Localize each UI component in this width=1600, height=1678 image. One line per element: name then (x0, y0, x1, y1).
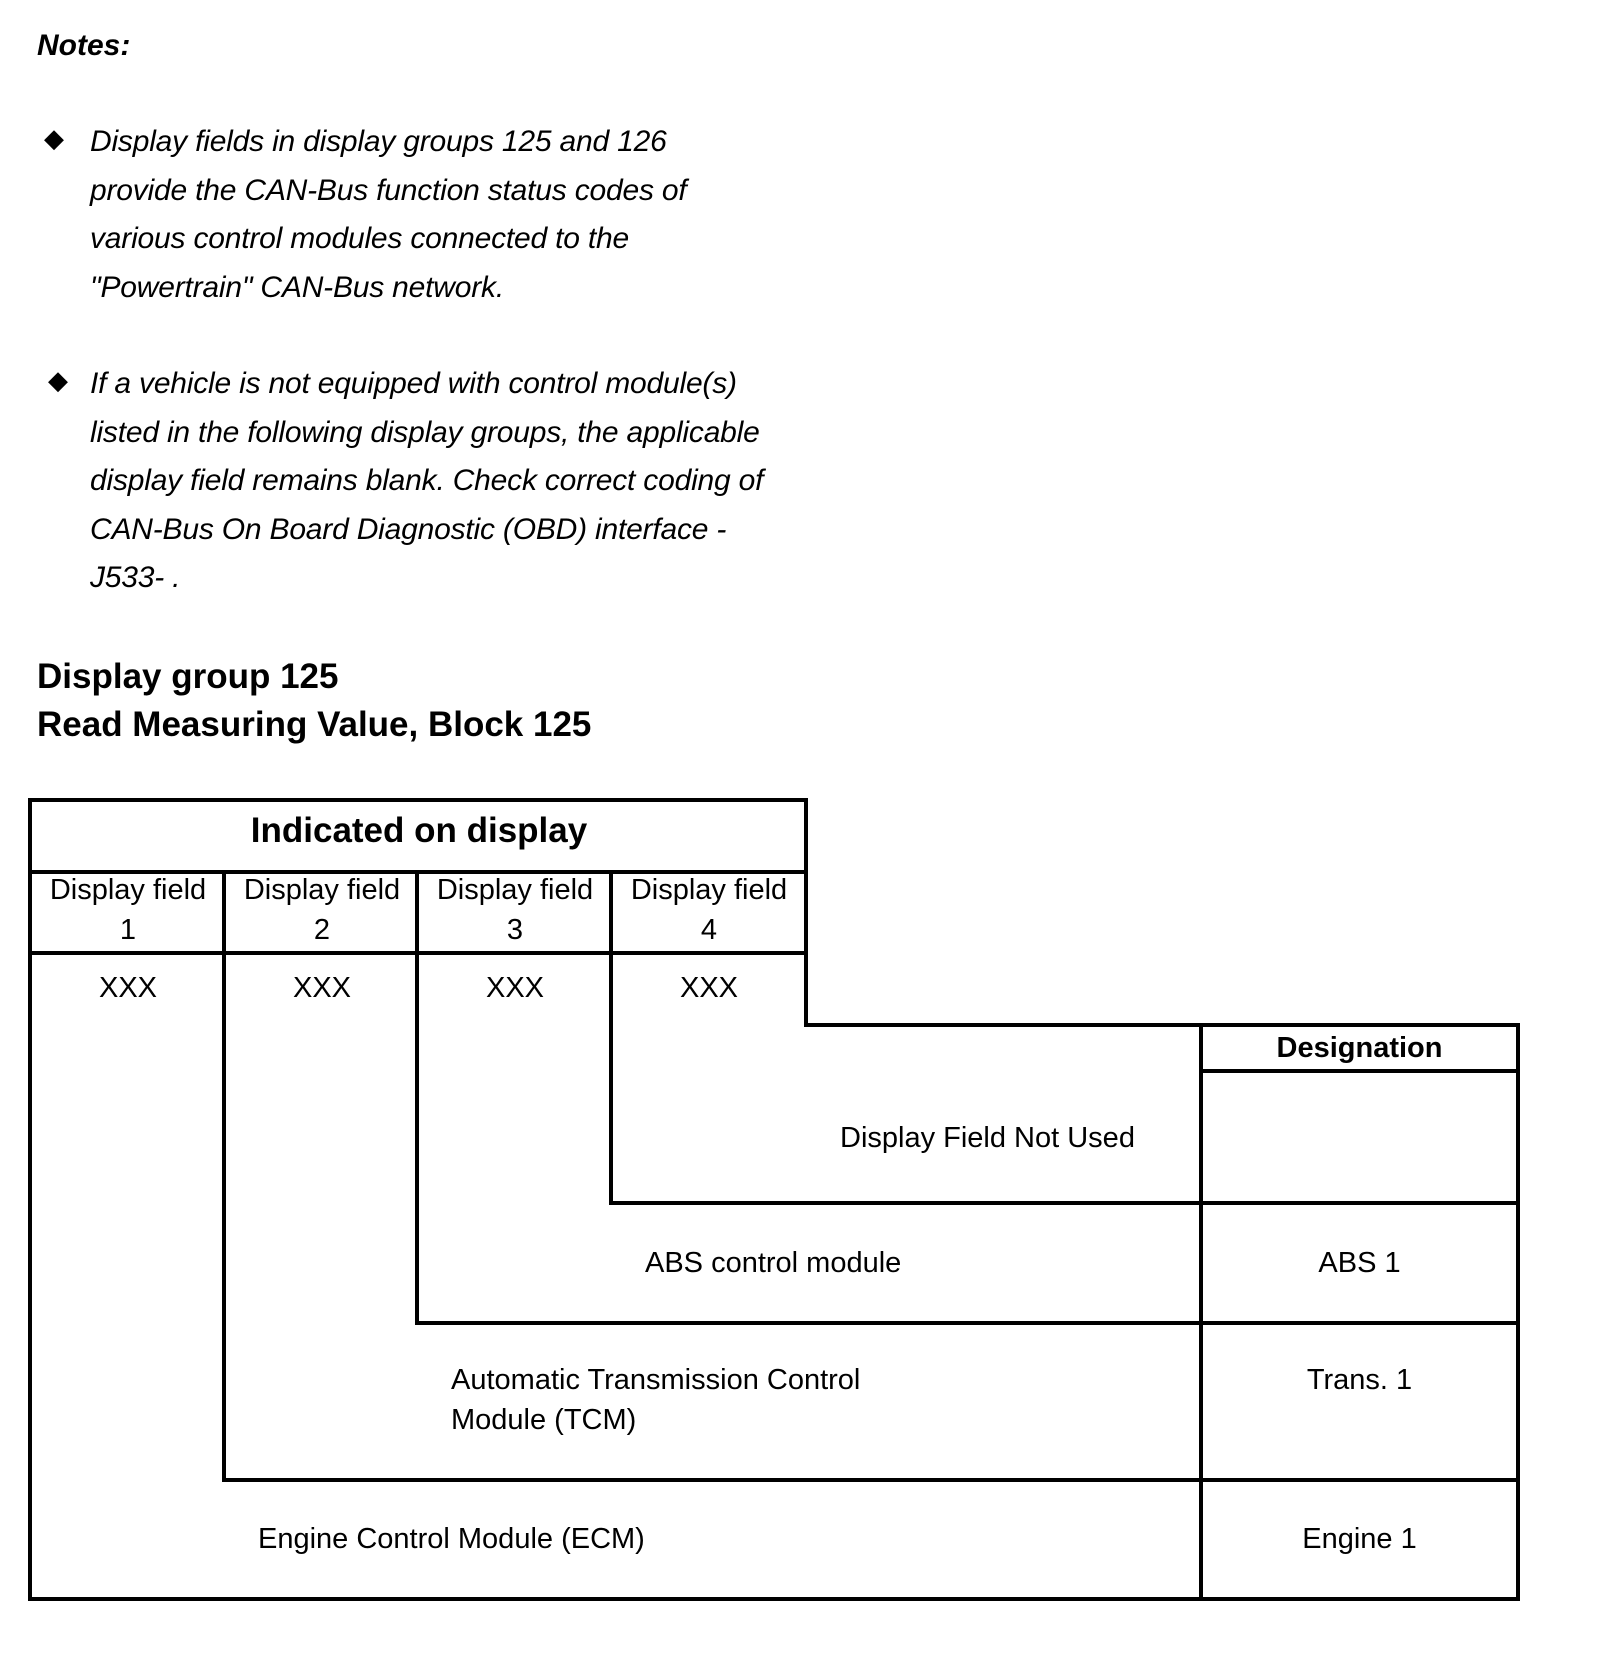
field-value-4: XXX (679, 972, 739, 1004)
field-header-number: 4 (700, 914, 718, 946)
field-header-4 (613, 870, 805, 950)
field-value-2: XXX (292, 972, 352, 1004)
field-header-number: 3 (506, 914, 524, 946)
field-header-number: 1 (119, 914, 137, 946)
row-description-line: Automatic Transmission Control (451, 1364, 861, 1396)
field-value-3: XXX (485, 972, 545, 1004)
table-title: Indicated on display (250, 811, 588, 850)
row-description-field-2 (451, 1360, 860, 1440)
designation-field-3: ABS 1 (1318, 1247, 1401, 1279)
designation-field-1: Engine 1 (1302, 1523, 1417, 1555)
display-group-heading: Display group 125 (37, 657, 339, 696)
field-header-label: Display field (49, 874, 207, 906)
field-header-label: Display field (436, 874, 594, 906)
row-description-field-4: Display Field Not Used (840, 1122, 1135, 1154)
notes-title: Notes: (37, 29, 131, 62)
row-description-line: Module (TCM) (451, 1404, 637, 1436)
field-header-3 (419, 870, 611, 950)
field-header-1 (32, 870, 224, 950)
field-value-1: XXX (98, 972, 158, 1004)
designation-field-2: Trans. 1 (1306, 1364, 1413, 1396)
field-header-2 (226, 870, 418, 950)
read-measuring-value-heading: Read Measuring Value, Block 125 (37, 705, 592, 744)
bullet-diamond-icon: ◆ (44, 123, 64, 153)
bullet-diamond-icon: ◆ (48, 365, 68, 395)
note-item-2: If a vehicle is not equipped with control module(s) listed in the following display groups, the applicable display field remains blank. Check correct coding of CAN-Bus On Board Diagnostic (OBD) interface -J533- . (90, 367, 764, 594)
field-header-label: Display field (630, 874, 788, 906)
note-item-1: Display fields in display groups 125 and 126 provide the CAN-Bus function status codes of various control modules connected to the "Powertrain" CAN-Bus network. (90, 125, 687, 304)
row-description-field-3: ABS control module (645, 1247, 902, 1279)
field-header-label: Display field (243, 874, 401, 906)
row-description-field-1: Engine Control Module (ECM) (258, 1523, 645, 1555)
designation-header: Designation (1276, 1032, 1443, 1064)
field-header-number: 2 (313, 914, 331, 946)
